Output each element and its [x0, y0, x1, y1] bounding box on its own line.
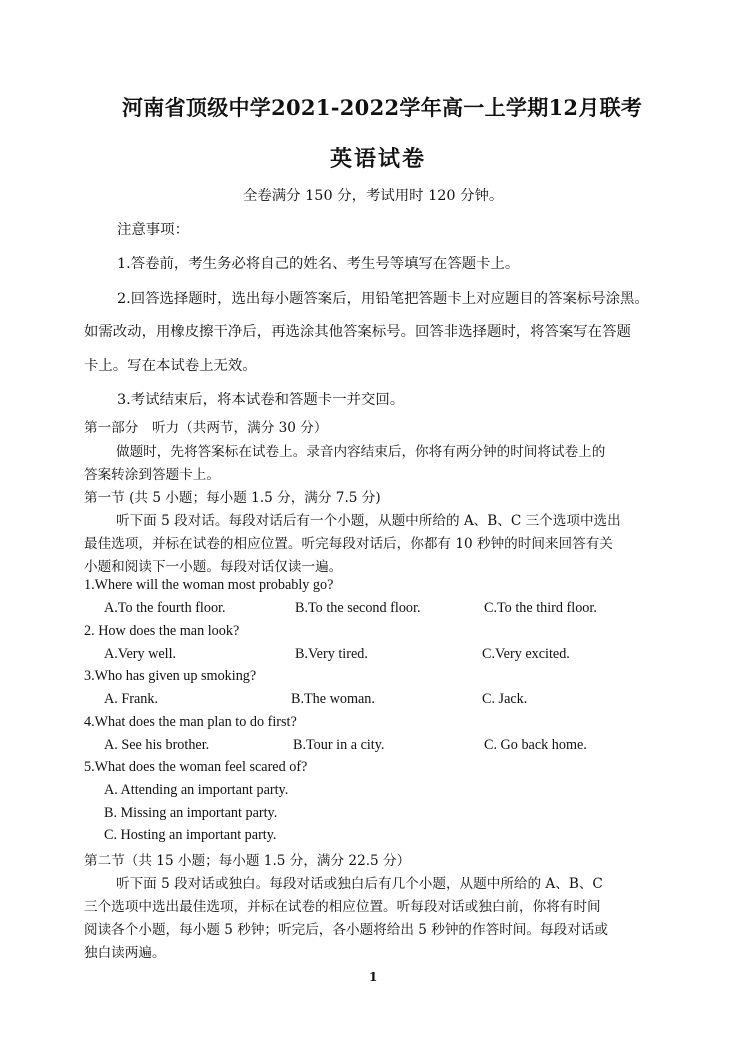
- page-subtitle: 英语试卷: [330, 146, 427, 172]
- question-4: 4.What does the man plan to do first?: [84, 714, 297, 730]
- part1-heading: 第一部分 听力（共两节，满分 30 分）: [84, 420, 328, 436]
- question-2: 2. How does the man look?: [84, 623, 240, 639]
- question-1: 1.Where will the woman most probably go?: [84, 577, 334, 593]
- section1-instr-line3: 小题和阅读下一小题。每段对话仅读一遍。: [84, 559, 343, 575]
- note-item-2-line3: 卡上。写在本试卷上无效。: [84, 358, 257, 374]
- q2-option-c: C.Very excited.: [482, 646, 570, 662]
- q5-option-b: B. Missing an important party.: [104, 805, 278, 821]
- section2-heading: 第二节（共 15 小题；每小题 1.5 分，满分 22.5 分）: [84, 853, 411, 869]
- question-3: 3.Who has given up smoking?: [84, 668, 257, 684]
- note-item-2-line2: 如需改动，用橡皮擦干净后，再选涂其他答案标号。回答非选择题时，将答案写在答题: [84, 324, 631, 340]
- q5-option-c: C. Hosting an important party.: [104, 827, 277, 843]
- part1-intro-line2: 答案转涂到答题卡上。: [84, 467, 220, 483]
- exam-info: 全卷满分 150 分，考试用时 120 分钟。: [243, 188, 504, 204]
- note-item-2-line1: 2.回答选择题时，选出每小题答案后，用铅笔把答题卡上对应题目的答案标号涂黑。: [117, 291, 649, 307]
- q2-option-b: B.Very tired.: [295, 646, 368, 662]
- q2-option-a: A.Very well.: [104, 646, 177, 662]
- question-5: 5.What does the woman feel scared of?: [84, 759, 308, 775]
- section1-instr-line2: 最佳选项，并标在试卷的相应位置。听完每段对话后，你都有 10 秒钟的时间来回答有关: [84, 536, 613, 552]
- q3-option-a: A. Frank.: [104, 691, 158, 707]
- section2-instr-line1: 听下面 5 段对话或独白。每段对话或独白后有几个小题，从题中所给的 A、B、C: [116, 876, 603, 892]
- page-number: 1: [369, 970, 378, 984]
- note-item-3: 3.考试结束后，将本试卷和答题卡一并交回。: [117, 392, 405, 408]
- part1-intro-line1: 做题时，先将答案标在试卷上。录音内容结束后，你将有两分钟的时间将试卷上的: [116, 444, 606, 460]
- q3-option-b: B.The woman.: [291, 691, 375, 707]
- page-title: 河南省顶级中学2021-2022学年高一上学期12月联考: [122, 95, 643, 120]
- section2-instr-line4: 独白读两遍。: [84, 945, 166, 961]
- q5-option-a: A. Attending an important party.: [104, 782, 289, 798]
- section2-instr-line3: 阅读各个小题，每小题 5 秒钟；听完后，各小题将给出 5 秒钟的作答时间。每段对话或: [84, 922, 608, 938]
- section1-instr-line1: 听下面 5 段对话。每段对话后有一个小题，从题中所给的 A、B、C 三个选项中选出: [116, 513, 621, 529]
- section1-heading: 第一节 (共 5 小题；每小题 1.5 分，满分 7.5 分): [84, 490, 381, 506]
- section2-instr-line2: 三个选项中选出最佳选项，并标在试卷的相应位置。听每段对话或独白前，你将有时间: [84, 899, 601, 915]
- q1-option-a: A.To the fourth floor.: [104, 600, 226, 616]
- q1-option-c: C.To the third floor.: [484, 600, 597, 616]
- q4-option-a: A. See his brother.: [104, 737, 210, 753]
- q1-option-b: B.To the second floor.: [295, 600, 421, 616]
- q3-option-c: C. Jack.: [482, 691, 528, 707]
- q4-option-b: B.Tour in a city.: [293, 737, 385, 753]
- q4-option-c: C. Go back home.: [484, 737, 587, 753]
- notes-heading: 注意事项：: [117, 222, 189, 238]
- note-item-1: 1.答卷前，考生务必将自己的姓名、考生号等填写在答题卡上。: [117, 256, 520, 272]
